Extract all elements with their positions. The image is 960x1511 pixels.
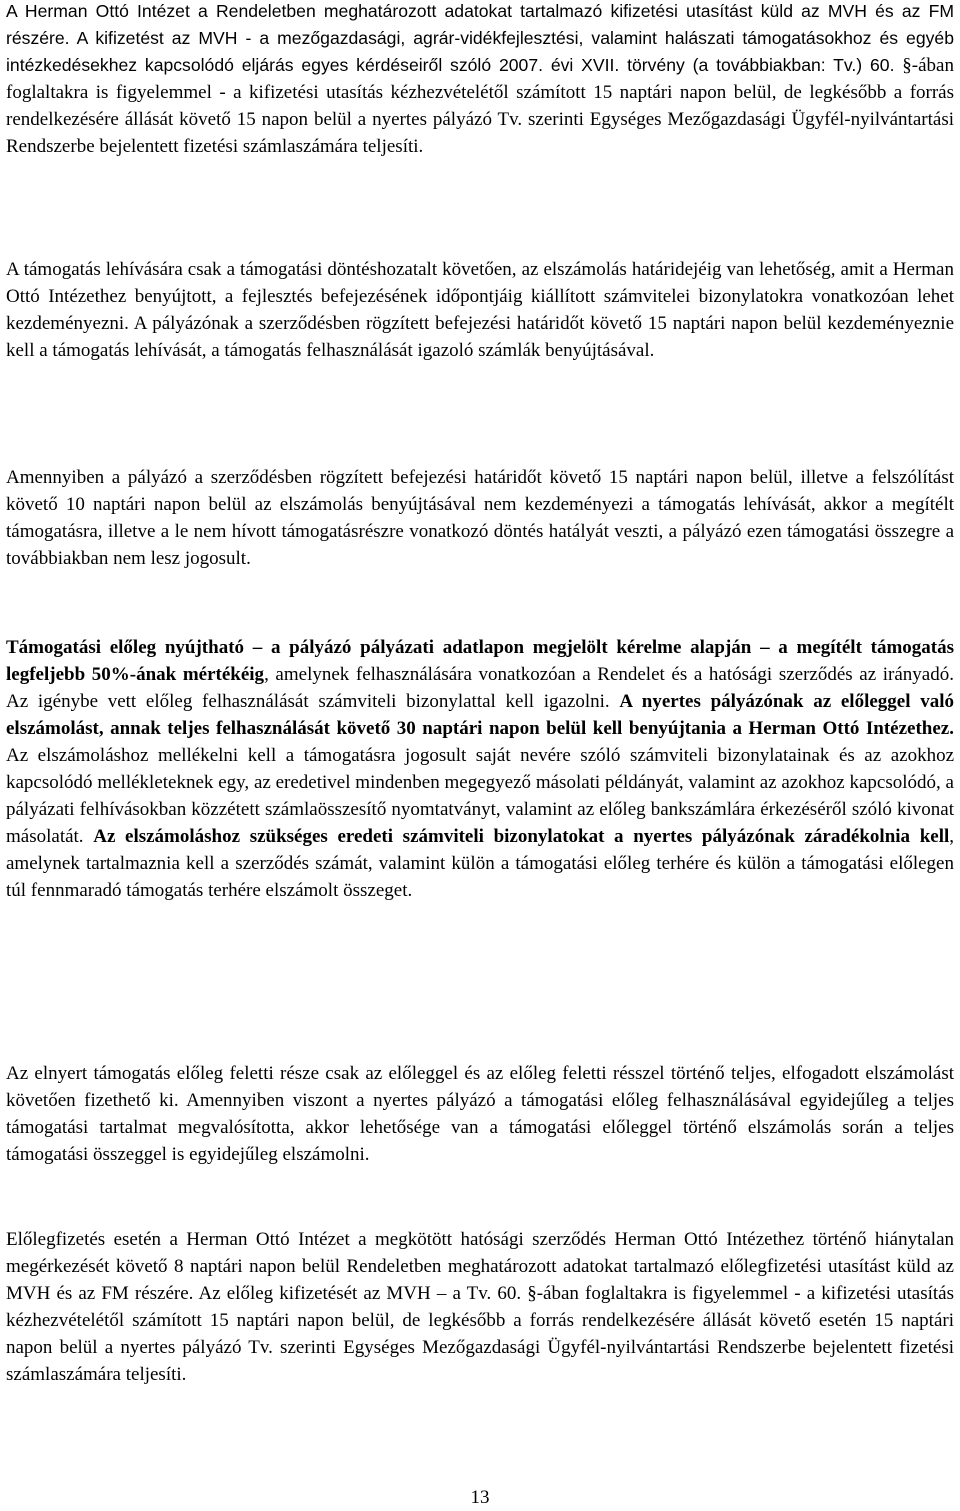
advance-bold-3: Az elszámoláshoz szükséges eredeti számviteli bizonylatokat a nyertes pályázónak záradékolnia kell [93, 826, 950, 847]
page-number: 13 [470, 1487, 490, 1508]
advance-text-1: , amelynek felhasználására vonatkozóan a Rendelet és a hatósági szerződés az irányadó. Az igénybe vett előleg felhasználását számviteli bizonylattal kell igazolni. [6, 664, 954, 712]
paragraph-payment-instruction [6, 0, 954, 160]
advance-text-3: , amelynek tartalmaznia kell a szerződés számát, valamint külön a támogatási előleg terhére és külön a támogatási előlegen túl fennmaradó támogatás terhére elszámolt összeget. [6, 826, 955, 901]
paragraph-support-request: A támogatás lehívására csak a támogatási döntéshozatalt követően, az elszámolás határidejéig van lehetőség, amit a Herman Ottó Intézethez benyújtott, a fejlesztés befejezésének időpontjáig kiállított számvitelei bizonylatokra vonatkozóan lehet kezdeményezni. A pályázónak a szerződésben rögzített befejezési határidőt követő 15 naptári napon belül kezdeményeznie kell a támogatás lehívását, a támogatás felhasználását igazoló számlák benyújtásával. [6, 259, 954, 361]
paragraph-advance-payment [6, 634, 954, 904]
paragraph-1-serif-segment: §-ában foglaltakra is figyelemmel - a kifizetési utasítás kézhezvételétől számított 15 naptári napon belül, de legkésőbb a forrás rendelkezésére állását követő 15 napon belül a nyertes pályázó Tv. szerinti Egységes Mezőgazdasági Ügyfél-nyilvántartási Rendszerbe bejelentett fizetési számlaszámára teljesíti. [6, 55, 954, 157]
paragraph-remaining-support: Az elnyert támogatás előleg feletti része csak az előleggel és az előleg feletti résszel történő teljes, elfogadott elszámolást követően fizethető ki. Amennyiben viszont a nyertes pályázó a támogatási előleg felhasználásával egyidejűleg a teljes támogatási tartalmat megvalósította, akkor lehetősége van a támogatási előleggel történő elszámolás során a teljes támogatási összeggel is egyidejűleg elszámolni. [6, 1063, 954, 1165]
paragraph-1-sans-segment: A Herman Ottó Intézet a Rendeletben meghatározott adatokat tartalmazó kifizetési utasítást küld az MVH és az FM részére. A kifizetést az MVH - a mezőgazdasági, agrár-vidékfejlesztési, valamint halászati támogatásokhoz és egyéb intézkedésekhez kapcsolódó eljárás egyes kérdéseiről szóló 2007. évi XVII. törvény (a továbbiakban: Tv.) 60. [6, 1, 954, 75]
advance-text-2: Az elszámoláshoz mellékelni kell a támogatásra jogosult saját nevére szóló számviteli bizonylatainak és az azokhoz kapcsolódó mellékleteknek egy, az eredetivel mindenben megegyező másolati példányát, valamint az azokhoz kapcsolódó, a pályázati felhívásokban közzétett számlaösszesítő nyomtatványt, valamint az előleg bankszámlára érkezéséről szóló kivonat másolatát. [6, 745, 954, 847]
paragraph-deadline-loss: Amennyiben a pályázó a szerződésben rögzített befejezési határidőt követő 15 naptári napon belül, illetve a felszólítást követő 10 naptári napon belül az elszámolás benyújtásával nem kezdeményezi a támogatás lehívását, akkor a megítélt támogatásra, illetve a le nem hívott támogatásrészre vonatkozó döntés hatályát veszti, a pályázó ezen támogatási összegre a továbbiakban nem lesz jogosult. [6, 467, 954, 569]
paragraph-advance-instruction: Előlegfizetés esetén a Herman Ottó Intézet a megkötött hatósági szerződés Herman Ottó Intézethez történő hiánytalan megérkezését követő 8 naptári napon belül Rendeletben meghatározott adatokat tartalmazó előlegfizetési utasítást küld az MVH és az FM részére. Az előleg kifizetését az MVH – a Tv. 60. §-ában foglaltakra is figyelemmel - a kifizetési utasítás kézhezvételétől számított 15 naptári napon belül, de legkésőbb a forrás rendelkezésére állását követő esetén 15 naptári napon belül a nyertes pályázó Tv. szerinti Egységes Mezőgazdasági Ügyfél-nyilvántartási Rendszerbe bejelentett fizetési számlaszámára teljesíti. [6, 1229, 954, 1385]
advance-bold-2: A nyertes pályázónak az előleggel való elszámolást, annak teljes felhasználását követő 30 naptári napon belül kell benyújtania a Herman Ottó Intézethez. [6, 691, 954, 739]
advance-bold-1: Támogatási előleg nyújtható – a pályázó pályázati adatlapon megjelölt kérelme alapján – a megítélt támogatás legfeljebb 50%-ának mértékéig [6, 637, 954, 685]
